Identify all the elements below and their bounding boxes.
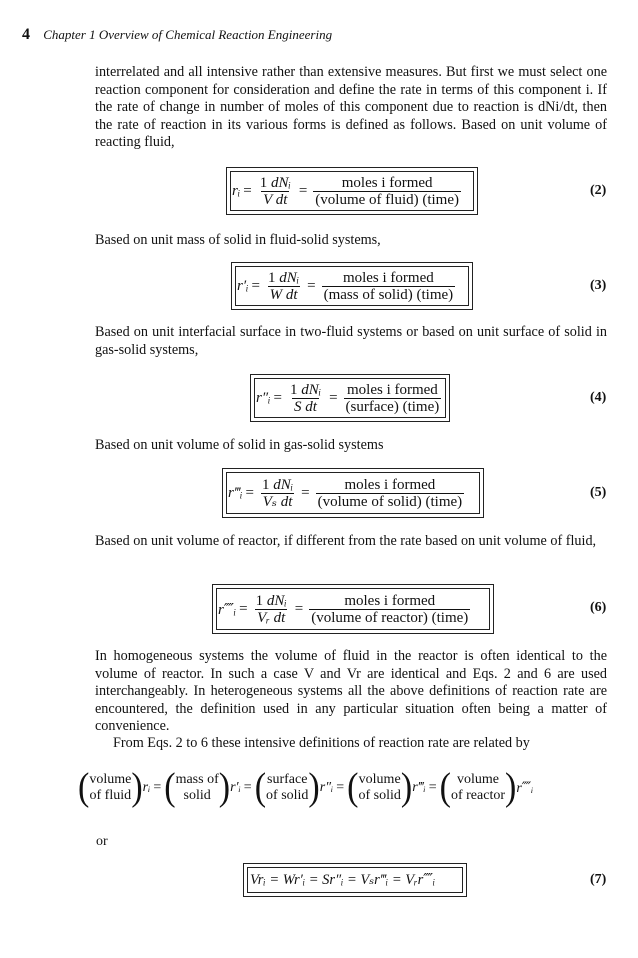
page-header	[22, 26, 332, 44]
equation-5: r‴ᵢ = $\frac{\text{1 dNᵢ}}{\text{Vₛ dt}}$ = $\frac{\text{moles i formed}}{\text{(volume of solid) (time)}}$	[228, 476, 463, 510]
paragraph-intro: interrelated and all intensive rather than extensive measures. But first we must select one reaction component for consideration and define the rate in terms of this component i. If the rate of change in number of moles of this component due to reaction is dNi/dt, then the rate of reaction in its various forms is defined as follows. Based on unit volume of reacting fluid,	[95, 64, 607, 150]
paragraph-homogeneous: In homogeneous systems the volume of fluid in the reactor is often identical to the volume of reactor. In such a case V and Vr are identical and Eqs. 2 and 6 are used interchangeably. In heterogeneous systems all the above definitions of reaction rate are encountered, the definition used in any particular situation often being a matter of convenience.	[95, 648, 607, 734]
equation-3: r′ᵢ = $\frac{\text{1 dNᵢ}}{\text{W dt}}$ = $\frac{\text{moles i formed}}{\text{(mass of solid) (time)}}$	[237, 269, 454, 303]
paragraph-mass: Based on unit mass of solid in fluid-solid systems,	[95, 232, 381, 248]
page-number: 4	[22, 26, 30, 43]
equation-2-number: (2)	[590, 183, 607, 198]
equation-4: r″ᵢ = $\frac{\text{1 dNᵢ}}{\text{S dt}}$ = $\frac{\text{moles i formed}}{\text{(surface) (time)}}$	[256, 381, 440, 415]
paragraph-surface: Based on unit interfacial surface in two-fluid systems or based on unit surface of solid in gas-solid systems,	[95, 324, 607, 358]
equation-4-number: (4)	[590, 390, 607, 405]
chapter-title: Chapter 1 Overview of Chemical Reaction Engineering	[43, 27, 333, 42]
equation-7-number: (7)	[590, 872, 607, 887]
equation-2: rᵢ = $\frac{\text{1 dNᵢ}}{\text{V dt}}$ = $\frac{\text{moles i formed}}{\text{(volume of fluid) (time)}}$	[232, 174, 460, 208]
paragraph-reactor: Based on unit volume of reactor, if different from the rate based on unit volume of fluid,	[95, 533, 597, 549]
or-word: or	[96, 834, 108, 849]
equation-6-number: (6)	[590, 600, 607, 615]
equation-5-number: (5)	[590, 485, 607, 500]
equation-7: Vrᵢ = Wr′ᵢ = Sr″ᵢ = Vₛr‴ᵢ = Vᵣr⁗ᵢ	[250, 871, 436, 888]
paragraph-related: From Eqs. 2 to 6 these intensive definitions of reaction rate are related by	[113, 735, 530, 751]
equation-3-number: (3)	[590, 278, 607, 293]
equation-6: r⁗ᵢ = $\frac{\text{1 dNᵢ}}{\text{Vᵣ dt}}$ = $\frac{\text{moles i formed}}{\text{(volume of reactor) (time)}}$	[218, 592, 469, 626]
paragraph-vol-solid: Based on unit volume of solid in gas-solid systems	[95, 437, 384, 453]
rate-relation-equation: ( volume of fluid ) rᵢ = ( mass of solid ) r′ᵢ = ( surface of solid ) r″ᵢ = ( volume of solid ) r‴ᵢ = ( volume of reactor ) r⁗ᵢ	[78, 766, 534, 809]
